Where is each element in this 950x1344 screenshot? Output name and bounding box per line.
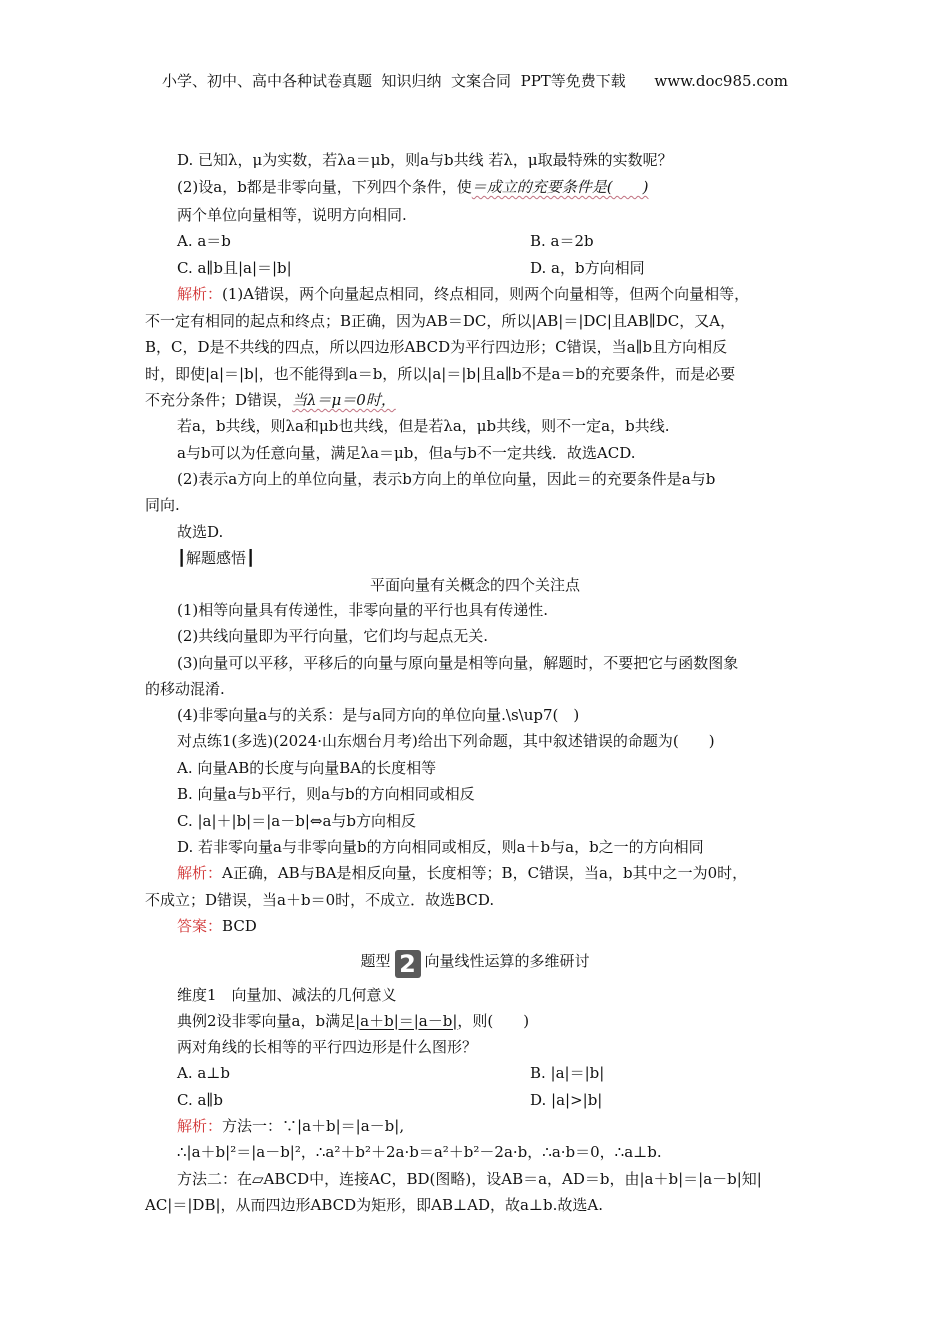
example-analysis-label: 解析： xyxy=(177,1117,223,1135)
analysis-text: (1)A错误，两个向量起点相同，终点相同，则两个向量相等，但两个向量相等， xyxy=(222,285,750,303)
question-2-prefix: (2)设a，b都是非零向量，下列四个条件，使 xyxy=(177,178,472,196)
analysis-label: 解析： xyxy=(177,285,223,303)
exercise-analysis-label: 解析： xyxy=(177,864,223,882)
analysis-line-4: 时，即使|a|＝|b|，也不能得到a＝b，所以|a|＝|b|且a∥b不是a＝b的充要条件，而是必要 xyxy=(145,365,736,383)
option-d: D. a，b方向相同 xyxy=(530,259,645,277)
example-option-b: B. |a|＝|b| xyxy=(530,1064,605,1082)
analysis-line-7: a与b可以为任意向量，满足λa＝μb，但a与b不一定共线．故选ACD. xyxy=(177,444,636,462)
option-d-text: D. 已知λ，μ为实数，若λa＝μb，则a与b共线 若λ，μ取最特殊的实数呢？ xyxy=(177,151,673,169)
hint-text: 两个单位向量相等，说明方向相同. xyxy=(177,206,407,224)
exercise-answer xyxy=(177,916,257,936)
dimension-1-title: 维度1 向量加、减法的几何意义 xyxy=(177,986,397,1004)
insight-point-1: (1)相等向量具有传递性，非零向量的平行也具有传递性. xyxy=(177,601,549,619)
example-2-stem xyxy=(177,1011,529,1031)
analysis-line-9: 同向. xyxy=(145,496,180,514)
option-b: B. a＝2b xyxy=(530,232,594,250)
answer-label: 答案： xyxy=(177,917,223,935)
option-a: A. a＝b xyxy=(177,232,231,250)
analysis-line-5-a: 不充分条件；D错误， xyxy=(145,391,293,409)
question-2-stem xyxy=(177,177,649,197)
section-heading xyxy=(0,950,950,978)
section-number-badge: 2 xyxy=(395,950,421,978)
insight-point-3: (3)向量可以平移，平移后的向量与原向量是相等向量，解题时，不要把它与函数图象 xyxy=(177,654,739,672)
analysis-line-2: 不一定有相同的起点和终点；B正确，因为AB＝DC，所以|AB|＝|DC|且AB∥DC，又A， xyxy=(145,312,736,330)
exercise-analysis-1 xyxy=(177,863,747,883)
insight-point-3-cont: 的移动混淆. xyxy=(145,680,225,698)
example-analysis-method-1: 方法一：∵|a＋b|＝|a－b|, xyxy=(222,1117,405,1135)
option-c: C. a∥b且|a|＝|b| xyxy=(177,259,292,277)
exercise-option-c: C. |a|＋|b|＝|a－b|⇔a与b方向相反 xyxy=(177,812,417,830)
example-analysis-4: AC|＝|DB|，从而四边形ABCD为矩形，即AB⊥AD，故a⊥b.故选A. xyxy=(145,1196,603,1214)
analysis-line-6: 若a，b共线，则λa和μb也共线，但是若λa，μb共线，则不一定a，b共线. xyxy=(177,417,670,435)
exercise-analysis-2: 不成立；D错误，当a＋b＝0时，不成立．故选BCD. xyxy=(145,891,495,909)
insight-point-2: (2)共线向量即为平行向量，它们均与起点无关. xyxy=(177,627,489,645)
analysis-line-5-b: 当λ＝μ＝0时， xyxy=(292,391,396,409)
insight-heading: 平面向量有关概念的四个关注点 xyxy=(369,576,580,594)
example-analysis-1 xyxy=(177,1116,404,1136)
example-option-d: D. |a|>|b| xyxy=(530,1091,603,1109)
exercise-option-d: D. 若非零向量a与非零向量b的方向相同或相反，则a＋b与a，b之一的方向相同 xyxy=(177,838,704,856)
analysis-line-3: B，C，D是不共线的四点，所以四边形ABCD为平行四边形；C错误，当a∥b且方向相反 xyxy=(145,338,728,356)
example-2-hint: 两对角线的长相等的平行四边形是什么图形？ xyxy=(177,1038,478,1056)
exercise-option-a: A. 向量AB的长度与向量BA的长度相等 xyxy=(177,759,437,777)
analysis-line-5 xyxy=(145,390,396,410)
example-analysis-3: 方法二：在▱ABCD中，连接AC，BD(图略)，设AB＝a，AD＝b，由|a＋b|＝|a－b|知| xyxy=(177,1170,762,1188)
analysis-line-1 xyxy=(177,284,749,304)
exercise-1-stem: 对点练1(多选)(2024·山东烟台月考)给出下列命题，其中叙述错误的命题为( ) xyxy=(177,732,715,750)
example-option-c: C. a∥b xyxy=(177,1091,223,1109)
example-2-suffix: ，则( ) xyxy=(457,1012,530,1030)
example-analysis-2: ∴|a＋b|²＝|a－b|²，∴a²＋b²＋2a·b＝a²＋b²－2a·b，∴a·b＝0，∴a⊥b. xyxy=(177,1143,662,1161)
analysis-line-8: (2)表示a方向上的单位向量，表示b方向上的单位向量，因此＝的充要条件是a与b xyxy=(177,470,716,488)
question-2-condition: ＝成立的充要条件是( ) xyxy=(471,178,649,196)
answer-choice-d: 故选D. xyxy=(177,523,224,541)
page-header: 小学、初中、高中各种试卷真题 知识归纳 文案合同 PPT等免费下载 www.doc985.com xyxy=(161,72,788,90)
section-title: 向量线性运算的多维研讨 xyxy=(424,952,590,970)
example-2-condition: |a＋b|＝|a－b| xyxy=(355,1012,458,1030)
example-option-a: A. a⊥b xyxy=(177,1064,231,1082)
section-label: 题型 xyxy=(360,952,391,970)
insight-title: ┃解题感悟┃ xyxy=(177,549,256,567)
insight-point-4: (4)非零向量a与的关系：是与a同方向的单位向量.\s\up7( ) xyxy=(177,706,580,724)
exercise-analysis-text: A正确，AB与BA是相反向量，长度相等；B，C错误，当a，b其中之一为0时， xyxy=(222,864,748,882)
exercise-option-b: B. 向量a与b平行，则a与b的方向相同或相反 xyxy=(177,785,475,803)
example-2-prefix: 典例2设非零向量a，b满足 xyxy=(177,1012,356,1030)
answer-value: BCD xyxy=(222,917,257,935)
